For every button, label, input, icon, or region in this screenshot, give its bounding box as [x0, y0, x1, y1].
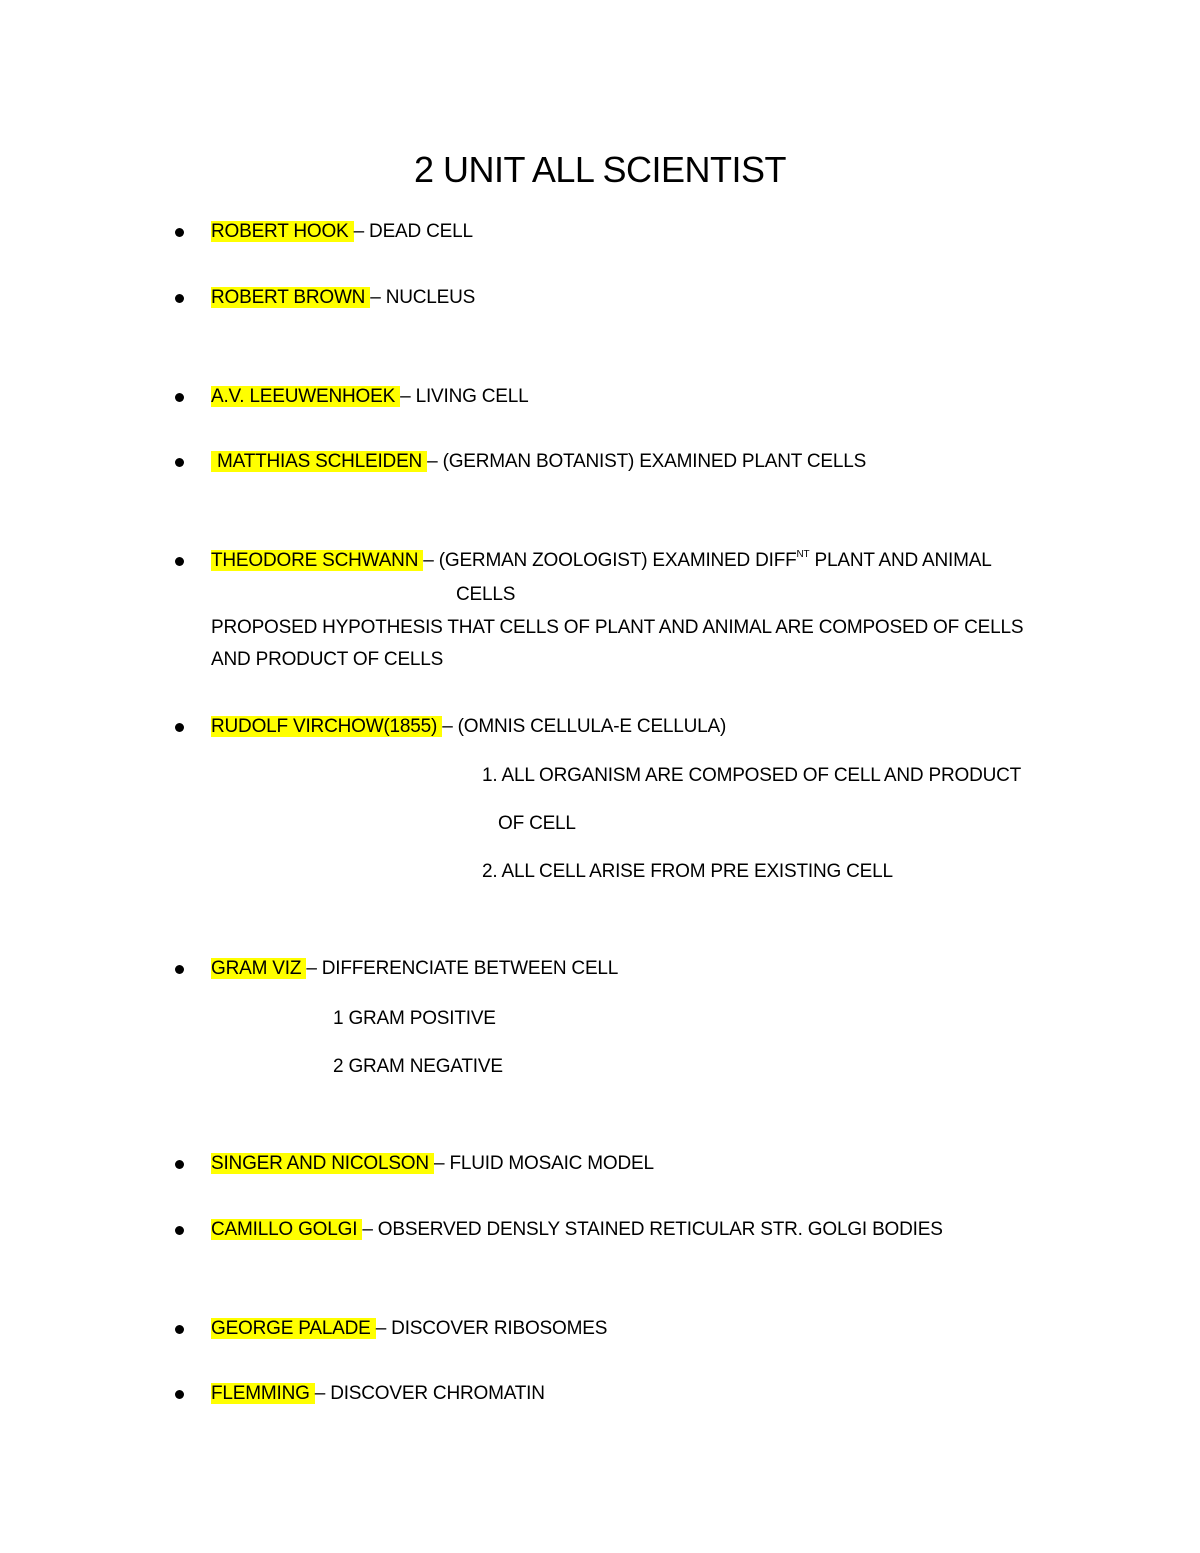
bullet — [175, 458, 184, 467]
numbered-point: 1. ALL ORGANISM ARE COMPOSED OF CELL AND PRODUCT — [482, 765, 1022, 786]
scientist-name: SINGER AND NICOLSON — [211, 1153, 434, 1174]
discovery-text: – (GERMAN BOTANIST) EXAMINED PLANT CELLS — [427, 451, 867, 472]
discovery-text-tail: PLANT AND ANIMAL — [809, 550, 992, 571]
discovery-text: – LIVING CELL — [400, 386, 529, 407]
scientist-name: FLEMMING — [211, 1383, 315, 1404]
list-item — [211, 450, 866, 474]
discovery-text: – (OMNIS CELLULA-E CELLULA) — [442, 716, 727, 737]
discovery-text: – FLUID MOSAIC MODEL — [434, 1153, 654, 1174]
discovery-text: – DISCOVER RIBOSOMES — [375, 1318, 608, 1339]
list-item — [211, 220, 473, 244]
bullet — [175, 1226, 184, 1235]
list-item — [211, 385, 528, 409]
list-item — [211, 549, 992, 573]
scientist-name: GEORGE PALADE — [211, 1318, 376, 1339]
discovery-text: – DIFFERENCIATE BETWEEN CELL — [306, 958, 619, 979]
hypothesis-text: PROPOSED HYPOTHESIS THAT CELLS OF PLANT AND ANIMAL ARE COMPOSED OF CELLS — [211, 617, 1024, 638]
list-item — [211, 1152, 654, 1176]
list-item — [211, 715, 726, 739]
superscript: NT — [796, 548, 810, 560]
scientist-name: RUDOLF VIRCHOW(1855) — [211, 716, 443, 737]
numbered-point: 2 GRAM NEGATIVE — [333, 1056, 503, 1077]
hypothesis-text: AND PRODUCT OF CELLS — [211, 649, 444, 670]
scientist-name: ROBERT BROWN — [211, 287, 371, 308]
list-item — [211, 957, 618, 981]
scientist-name: ROBERT HOOK — [211, 221, 354, 242]
bullet — [175, 393, 184, 402]
scientist-name: A.V. LEEUWENHOEK — [211, 386, 401, 407]
numbered-point: 1 GRAM POSITIVE — [333, 1008, 496, 1029]
bullet — [175, 1325, 184, 1334]
bullet — [175, 557, 184, 566]
list-item — [211, 1218, 943, 1242]
bullet — [175, 228, 184, 237]
numbered-point: 2. ALL CELL ARISE FROM PRE EXISTING CELL — [482, 861, 893, 882]
discovery-text: – OBSERVED DENSLY STAINED RETICULAR STR. GOLGI BODIES — [362, 1219, 943, 1240]
continuation-text: CELLS — [456, 584, 516, 605]
bullet — [175, 1390, 184, 1399]
discovery-text: – NUCLEUS — [370, 287, 476, 308]
numbered-point: OF CELL — [498, 813, 576, 834]
scientist-name: CAMILLO GOLGI — [211, 1219, 363, 1240]
scientist-name: GRAM VIZ — [211, 958, 307, 979]
discovery-text: – DEAD CELL — [353, 221, 473, 242]
list-item — [211, 286, 475, 310]
page-title: 2 UNIT ALL SCIENTIST — [413, 149, 787, 190]
bullet — [175, 1160, 184, 1169]
bullet — [175, 294, 184, 303]
discovery-text: – (GERMAN ZOOLOGIST) EXAMINED DIFF — [423, 550, 797, 571]
discovery-text: – DISCOVER CHROMATIN — [314, 1383, 545, 1404]
list-item — [211, 1382, 545, 1406]
list-item — [211, 1317, 607, 1341]
bullet — [175, 723, 184, 732]
scientist-name: MATTHIAS SCHLEIDEN — [211, 451, 427, 472]
bullet — [175, 965, 184, 974]
scientist-name: THEODORE SCHWANN — [211, 550, 424, 571]
